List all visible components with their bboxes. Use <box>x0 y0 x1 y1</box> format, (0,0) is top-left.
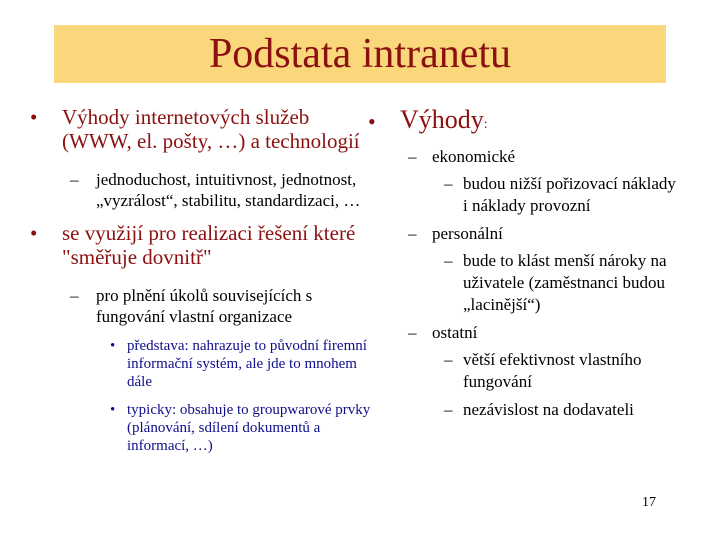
bullet-dot-icon: • <box>30 105 38 129</box>
bullet-dash-icon: – <box>408 323 417 342</box>
bullet-dash-icon: – <box>408 147 417 166</box>
bullet-dash-icon: – <box>408 224 417 243</box>
left-item-2-text: jednoduchost, intuitivnost, jednotnost, „vyzrálost“, stabilitu, standardizaci, … <box>96 170 361 210</box>
title-band <box>54 25 666 83</box>
left-item-5-text: představa: nahrazuje to původní firemní informační systém, ale jde to mnohem dále <box>127 338 367 390</box>
right-item-2 <box>368 173 683 217</box>
right-item-4-text: bude to klást menší nároky na uživatele (zaměstnanci budou „lacinější“) <box>463 251 667 314</box>
bullet-dot-icon: • <box>30 221 38 245</box>
right-item-4 <box>368 250 683 316</box>
bullet-dot-icon: • <box>368 109 376 134</box>
right-heading <box>368 105 698 140</box>
right-item-2-text: budou nižší pořizovací náklady i náklady provozní <box>463 174 676 215</box>
left-item-6-text: typicky: obsahuje to groupwarové prvky (plánování, sdílení dokumentů a informací, …) <box>127 402 371 454</box>
bullet-dash-icon: – <box>70 170 79 189</box>
slide-title: Podstata intranetu <box>208 31 512 77</box>
right-item-3-text: personální <box>432 224 503 243</box>
right-item-1 <box>368 146 698 167</box>
left-column <box>30 105 375 465</box>
right-item-5 <box>368 322 698 343</box>
right-item-5-text: ostatní <box>432 323 478 342</box>
right-heading-text: Výhody <box>400 105 484 134</box>
right-heading-colon: : <box>483 117 488 132</box>
page-number: 17 <box>642 495 656 510</box>
left-item-4-text: pro plnění úkolů souvisejících s fungování vlastní organizace <box>96 286 313 326</box>
bullet-dot-icon: • <box>110 402 116 418</box>
bullet-dot-icon: • <box>110 338 116 354</box>
right-item-3 <box>368 223 698 244</box>
right-column <box>368 105 698 427</box>
right-item-6 <box>368 349 683 393</box>
left-item-2 <box>30 169 375 211</box>
bullet-dash-icon: – <box>444 350 453 369</box>
left-item-1-text: Výhody internetových služeb (WWW, el. pošty, …) a technologií <box>62 105 360 153</box>
bullet-dash-icon: – <box>70 286 79 305</box>
right-item-7-text: nezávislost na dodavateli <box>463 400 634 419</box>
left-item-3-text: se využijí pro realizaci řešení které "směřuje dovnitř" <box>62 221 356 269</box>
left-item-4 <box>30 285 375 327</box>
right-item-7 <box>368 399 683 421</box>
left-item-1 <box>30 105 375 153</box>
right-item-6-text: větší efektivnost vlastního fungování <box>463 350 642 391</box>
left-item-5 <box>30 337 375 391</box>
right-item-1-text: ekonomické <box>432 147 516 166</box>
left-item-6 <box>30 401 375 455</box>
left-item-3 <box>30 221 375 269</box>
bullet-dash-icon: – <box>444 251 453 270</box>
bullet-dash-icon: – <box>444 174 453 193</box>
bullet-dash-icon: – <box>444 400 453 419</box>
